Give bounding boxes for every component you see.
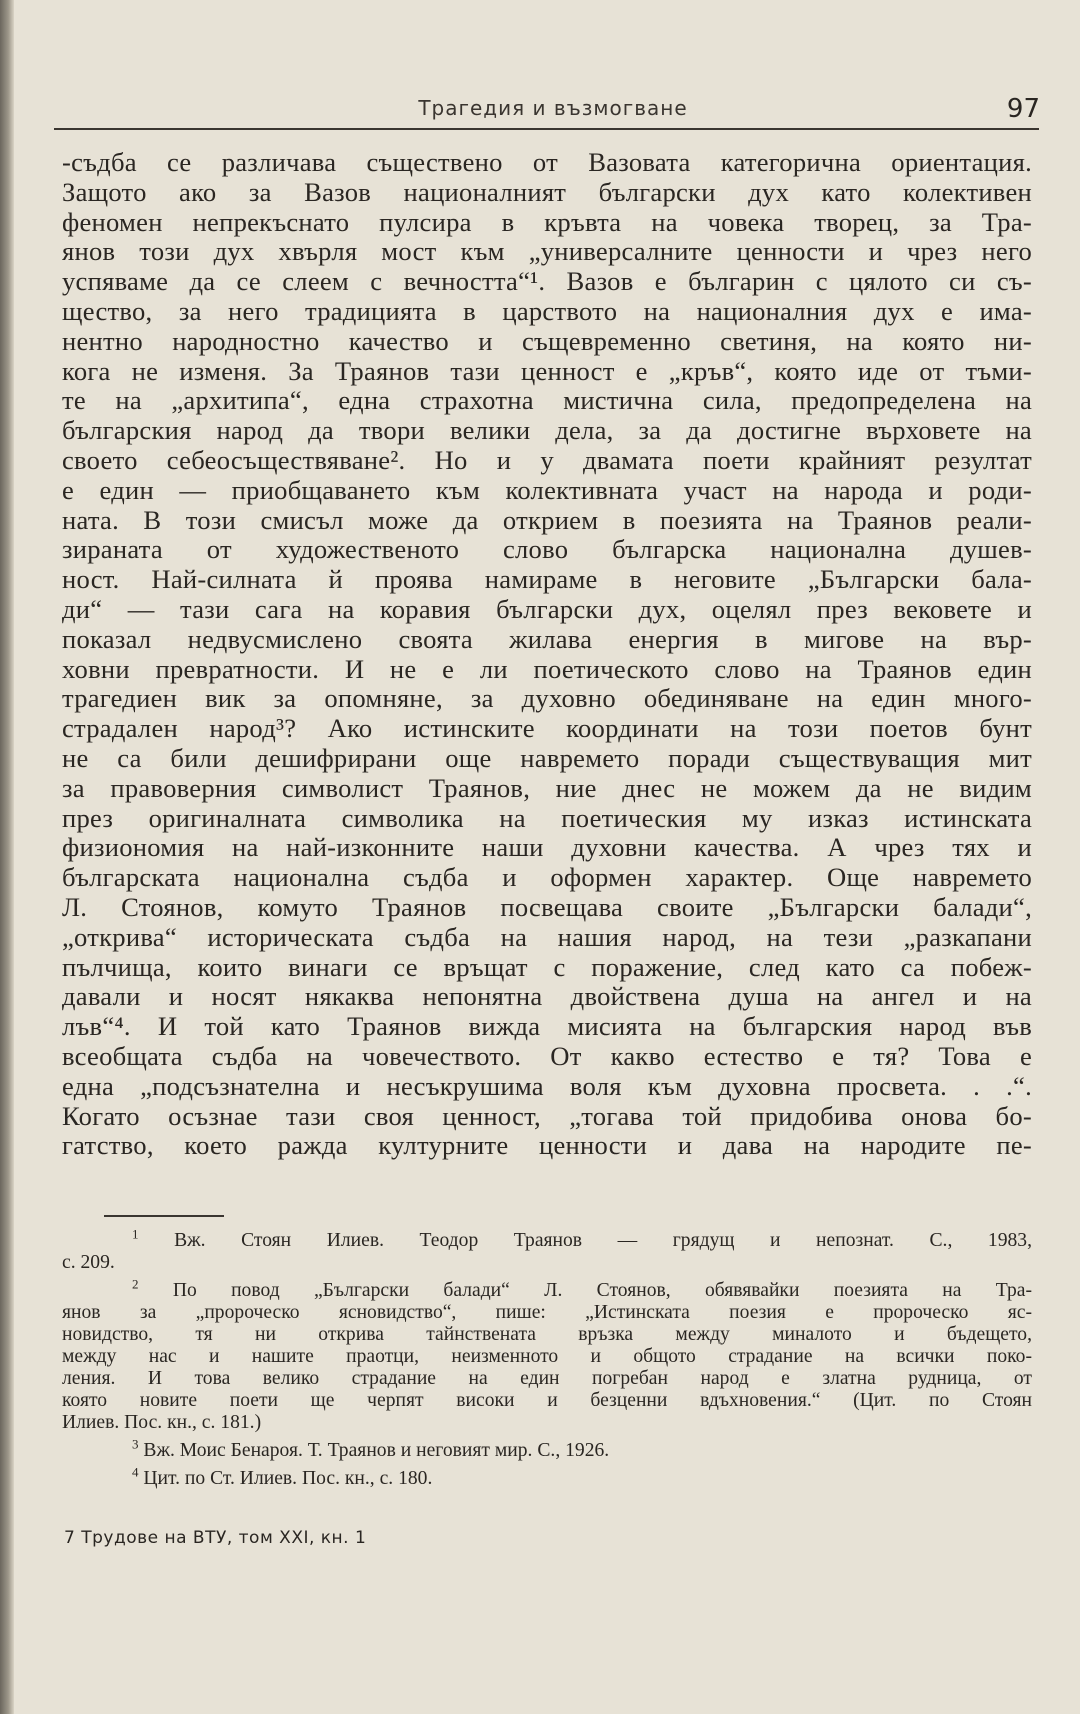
body-line: кога не изменя. За Траянов тази ценност е „кръв“, която иде от тъми- [62,355,1032,386]
footnote-marker: 3 [132,1436,139,1452]
body-line: през оригиналната символика на поетическия му изказ истинската [62,802,1032,833]
body-line: лъв“⁴. И той като Траянов вижда мисията на българския народ във [62,1011,1032,1042]
footnote-line [62,1464,1032,1490]
body-line: страдален народ³? Ако истинските координати на този поетов бунт [62,713,1032,744]
body-line: янов този дух хвърля мост към „универсалните ценности и чрез него [62,236,1032,267]
body-line: гатство, което ражда културните ценности и дава на народите пе- [62,1130,1032,1161]
footnote-line [62,1346,1032,1368]
footnote-marker: 2 [132,1276,139,1292]
body-line: -съдба се различава съществено от Вазовата категорична ориентация. [62,147,1032,177]
body-line: щество, за него традицията в царството на националния дух е има- [62,295,1032,326]
footnote-line [62,1226,1032,1252]
footnote-text: По повод „Български балади“ Л. Стоянов, обявявайки поезията на Тра- [172,1280,1032,1301]
body-line: давали и носят някаква непонятна двойствена душа на ангел и на [62,981,1032,1012]
footnote-text: Вж. Стоян Илиев. Теодор Траянов — грядущ и непознат. С., 1983, [174,1230,1032,1251]
body-line: ност. Най-силната й проява намираме в неговите „Български бала- [62,564,1032,595]
footnote-line [62,1390,1032,1412]
printer-signature: 7 Трудове на ВТУ, том XXI, кн. 1 [64,1528,367,1548]
footnote-line [62,1368,1032,1390]
body-line: Когато осъзнае тази своя ценност, „тогава той придобива онова бо- [62,1100,1032,1131]
book-page [34,0,1046,1714]
body-line: зираната от художественото слово българска национална душев- [62,534,1032,565]
body-line: нентно народностно качество и същевременно светиня, на която ни- [62,325,1032,356]
body-line: те на „архитипа“, една страхотна мистична сила, предопределена на [62,385,1032,416]
body-line: физиономия на най-изконните наши духовни качества. А чрез тях и [62,832,1032,863]
header-rule [54,128,1039,130]
footnote-text: Илиев. Пос. кн., с. 181.) [62,1412,262,1433]
body-line: българската национална съдба и оформен характер. Още навремето [62,862,1032,893]
footnote-line [62,1324,1032,1346]
body-line: успяваме да се слеем с вечността“¹. Вазов е българин с цялото си съ- [62,266,1032,297]
footnote [62,1276,1032,1434]
body-line: своето себеосъществяване². Но и у двамата поети крайният резултат [62,444,1032,475]
running-head [58,92,1048,132]
footnote-text: с. 209. [62,1252,115,1273]
body-line: е един — приобщаването към колективната участ на народа и роди- [62,474,1032,505]
body-line: пълчища, които винаги се връщат с поражение, след като са побеж- [62,951,1032,982]
body-line: една „подсъзнателна и несъкрушима воля към духовна просвета. . .“. [62,1070,1032,1101]
body-line: феномен непрекъснато пулсира в кръвта на човека творец, за Тра- [62,206,1032,237]
body-text [62,148,1032,1161]
body-line: Л. Стоянов, комуто Траянов посвещава своите „Български балади“, [62,891,1032,922]
footnotes [62,1226,1032,1496]
footnote-marker: 4 [132,1464,139,1480]
footnote-text: между нас и нашите праотци, неизменното и общото страдание на всички поко- [62,1346,1032,1367]
footnote-text: янов за „пророческо ясновидство“, пише: „Истинската поезия е пророческо яс- [62,1302,1032,1323]
footnote-text: новидство, тя ни открива тайнствената връзка между миналото и бъдещето, [62,1324,1032,1345]
page-number: 97 [1006,94,1040,124]
footnote-rule [104,1215,224,1217]
footnote-text: Вж. Моис Бенароя. Т. Траянов и неговият мир. С., 1926. [143,1440,610,1461]
body-line: българския народ да твори велики дела, за да достигне върховете на [62,415,1032,446]
body-line: показал недвусмислено своята жилава енергия в мигове на вър- [62,623,1032,654]
footnote-text: ления. И това велико страдание на един погребан народ е златна рудница, от [62,1368,1032,1389]
footnote [62,1226,1032,1274]
body-line: ната. В този смисъл може да открием в поезията на Траянов реали- [62,504,1032,535]
body-line: не са били дешифрирани още навремето поради съществуващия мит [62,742,1032,773]
body-line: ди“ — тази сага на коравия български дух, оцелял през вековете и [62,593,1032,624]
footnote-line [62,1302,1032,1324]
footnote-line [62,1252,1032,1274]
body-line: всеобщата съдба на човечеството. От какво естество е тя? Това е [62,1040,1032,1071]
footnote-text: която новите поети ще черпят високи и безценни вдъхновения.“ (Цит. по Стоян [62,1390,1032,1411]
body-line: за правоверния символист Траянов, ние днес не можем да не видим [62,772,1032,803]
footnote-line [62,1276,1032,1302]
footnote-text: Цит. по Ст. Илиев. Пос. кн., с. 180. [143,1468,433,1489]
body-line: трагедиен вик за опомняне, за духовно обединяване на един много- [62,683,1032,714]
body-line: Защото ако за Вазов националният български дух като колективен [62,176,1032,207]
footnote [62,1436,1032,1462]
footnote [62,1464,1032,1490]
body-line: ховни превратности. И не е ли поетическото слово на Траянов един [62,653,1032,684]
footnote-line [62,1436,1032,1462]
running-title: Трагедия и възмогване [418,96,688,120]
body-line: „открива“ историческата съдба на нашия народ, на тези „разкапани [62,921,1032,952]
book-spine-shadow [0,0,14,1714]
footnote-marker: 1 [132,1226,139,1242]
footnote-line [62,1412,1032,1434]
